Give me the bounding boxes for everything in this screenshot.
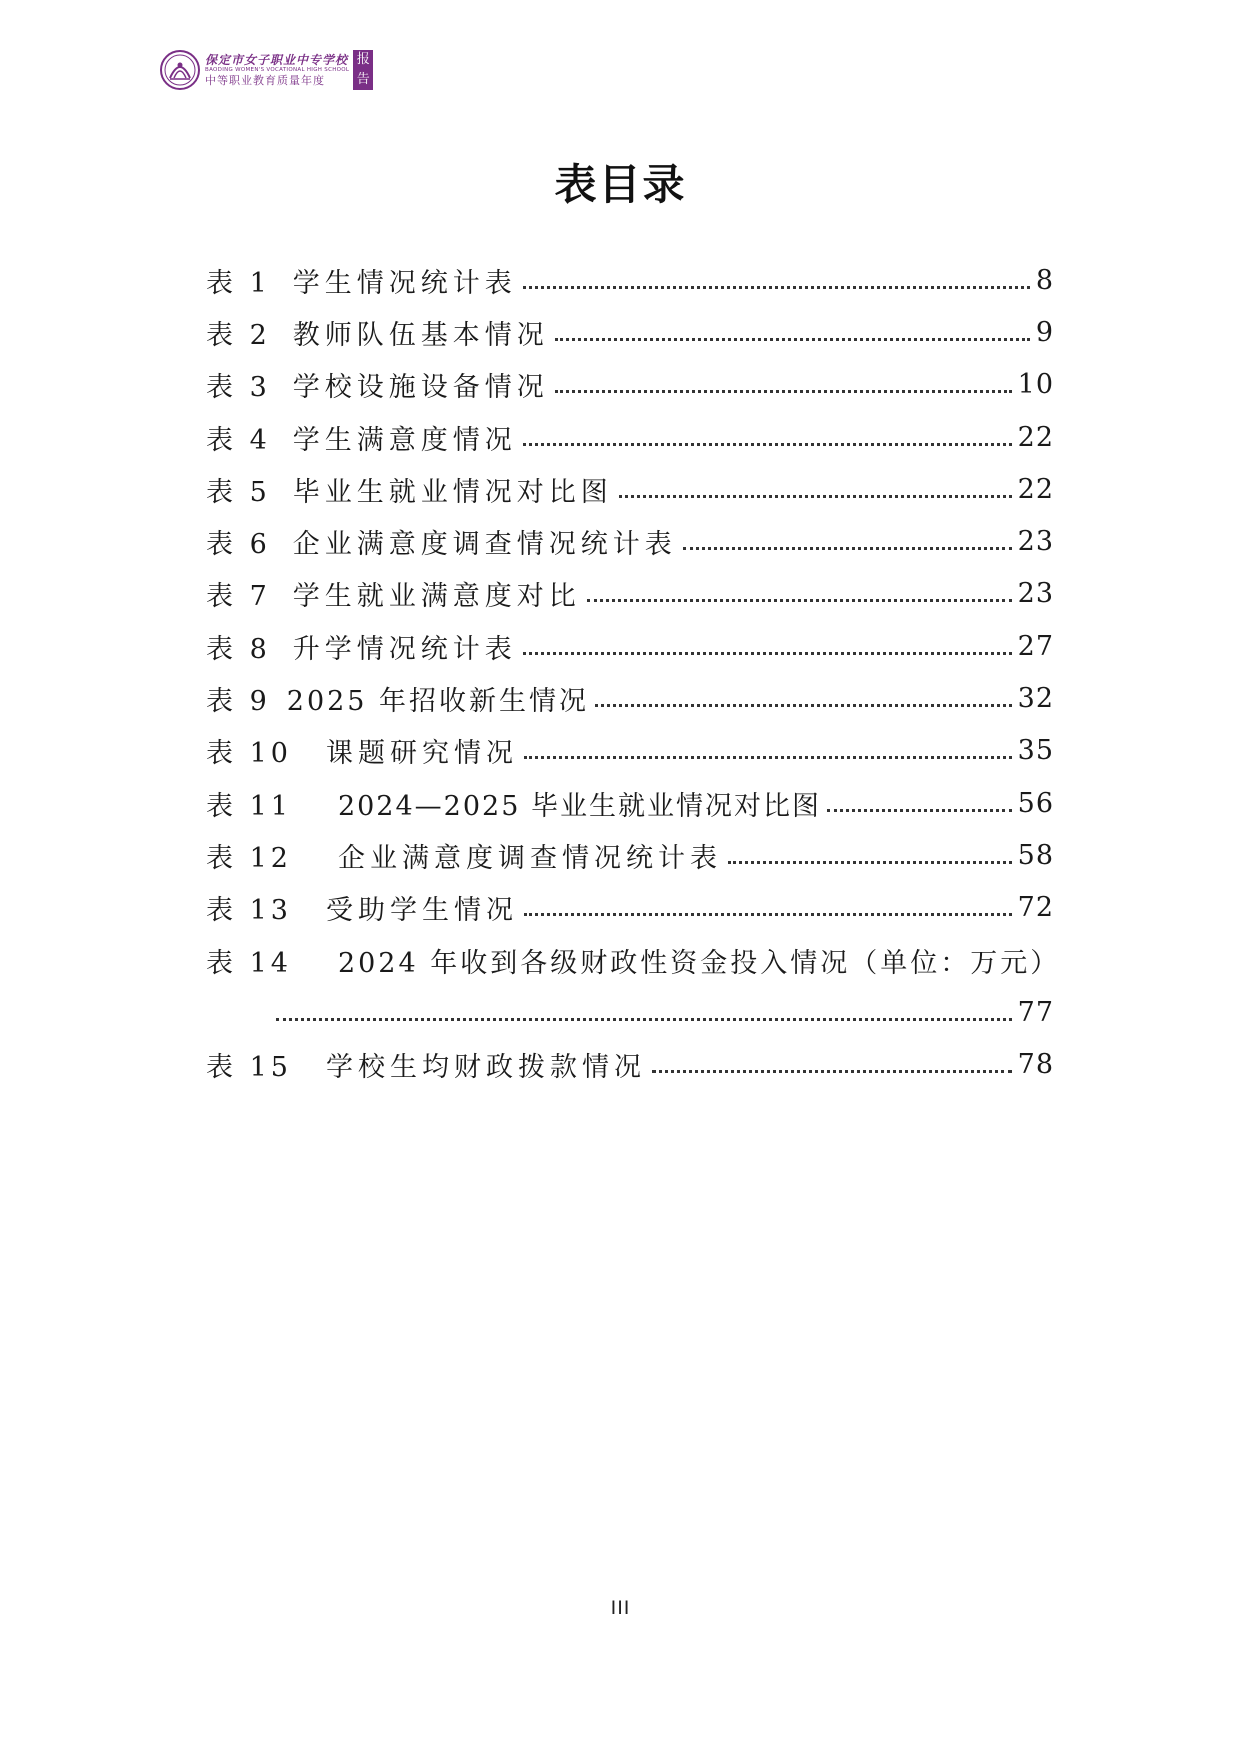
toc-label: 表 1 (206, 267, 271, 299)
toc-leader (523, 652, 1012, 655)
toc-label: 表 15 (206, 1052, 292, 1084)
school-emblem-icon (160, 50, 200, 90)
toc-entry[interactable] (206, 620, 1054, 672)
toc-text: 学生满意度情况 (292, 424, 517, 456)
toc-leader (555, 338, 1030, 341)
toc-label: 表 2 (206, 319, 271, 351)
page-title: 表目录 (554, 160, 687, 209)
toc-entry[interactable] (206, 306, 1054, 358)
toc-leader (619, 495, 1012, 498)
report-badge (353, 50, 373, 90)
toc-entry[interactable] (206, 359, 1054, 411)
toc-text: 升学情况统计表 (292, 633, 517, 665)
toc-entry[interactable] (206, 254, 1054, 306)
toc-text: 2024—2025 毕业生就业情况对比图 (337, 790, 821, 822)
toc-page: 78 (1017, 1049, 1054, 1081)
toc-page: 22 (1017, 421, 1054, 453)
toc-page: 22 (1017, 473, 1054, 505)
toc-page: 9 (1035, 316, 1054, 348)
report-badge-line2: 告 (356, 72, 370, 87)
toc-entry[interactable] (206, 829, 1054, 881)
toc-leader (555, 390, 1012, 393)
toc-text: 教师队伍基本情况 (292, 319, 549, 351)
toc-label: 表 8 (206, 633, 271, 665)
toc-leader (595, 704, 1012, 707)
toc-page: 8 (1035, 264, 1054, 296)
toc-page: 56 (1017, 787, 1054, 819)
school-name-cn: 保定市女子职业中专学校 (205, 52, 349, 67)
page-number: III (610, 1597, 631, 1619)
school-name-block (205, 54, 349, 87)
toc-leader (728, 861, 1012, 864)
toc-leader (524, 756, 1012, 759)
toc-entry[interactable] (206, 1038, 1054, 1090)
toc-leader (523, 443, 1012, 446)
toc-text: 2024 年收到各级财政性资金投入情况（单位：万元） (337, 947, 1061, 979)
toc-label: 表 9 (206, 686, 271, 718)
toc-page: 10 (1017, 369, 1054, 401)
toc-page: 23 (1017, 578, 1054, 610)
table-of-contents (206, 254, 1061, 1091)
toc-entry[interactable] (206, 463, 1054, 515)
toc-label: 表 3 (206, 372, 271, 404)
toc-entry[interactable] (206, 725, 1054, 777)
school-name-en: BAODING WOMEN'S VOCATIONAL HIGH SCHOOL (205, 66, 350, 73)
toc-label: 表 10 (206, 738, 292, 770)
toc-text: 企业满意度调查情况统计表 (292, 529, 677, 561)
toc-text: 企业满意度调查情况统计表 (337, 842, 722, 874)
toc-text: 2025 年招收新生情况 (286, 686, 590, 718)
toc-leader (587, 599, 1012, 602)
toc-page: 32 (1017, 683, 1054, 715)
toc-leader (652, 1070, 1012, 1073)
toc-entry[interactable] (206, 882, 1054, 934)
toc-leader (683, 547, 1012, 550)
toc-label: 表 12 (206, 842, 292, 874)
toc-text: 毕业生就业情况对比图 (292, 476, 613, 508)
toc-page: 23 (1017, 526, 1054, 558)
toc-text: 学生就业满意度对比 (292, 581, 581, 613)
toc-entry[interactable] (206, 777, 1054, 829)
toc-entry[interactable] (206, 934, 1061, 986)
toc-entry-continuation[interactable] (206, 986, 1054, 1038)
toc-entry[interactable] (206, 411, 1054, 463)
toc-text: 课题研究情况 (325, 738, 518, 770)
toc-label: 表 13 (206, 895, 292, 927)
toc-label: 表 14 (206, 947, 292, 979)
toc-entry[interactable] (206, 568, 1054, 620)
report-subtitle: 中等职业教育质量年度 (205, 74, 325, 88)
toc-entry[interactable] (206, 515, 1054, 567)
toc-text: 学校生均财政拨款情况 (325, 1052, 646, 1084)
toc-page: 72 (1017, 892, 1054, 924)
toc-label: 表 6 (206, 529, 271, 561)
toc-page: 77 (1017, 996, 1054, 1028)
toc-entry[interactable] (206, 672, 1054, 724)
report-badge-line1: 报 (356, 52, 370, 67)
toc-leader (523, 286, 1030, 289)
toc-page: 58 (1017, 839, 1054, 871)
toc-label: 表 7 (206, 581, 271, 613)
toc-leader (524, 913, 1012, 916)
toc-page: 27 (1017, 630, 1054, 662)
toc-label: 表 4 (206, 424, 271, 456)
toc-page: 35 (1017, 735, 1054, 767)
toc-text: 学生情况统计表 (292, 267, 517, 299)
school-logo (160, 48, 373, 92)
toc-label: 表 11 (206, 790, 292, 822)
toc-leader (276, 1018, 1012, 1021)
toc-text: 受助学生情况 (325, 895, 518, 927)
toc-text: 学校设施设备情况 (292, 372, 549, 404)
toc-label: 表 5 (206, 476, 271, 508)
toc-leader (827, 809, 1012, 812)
